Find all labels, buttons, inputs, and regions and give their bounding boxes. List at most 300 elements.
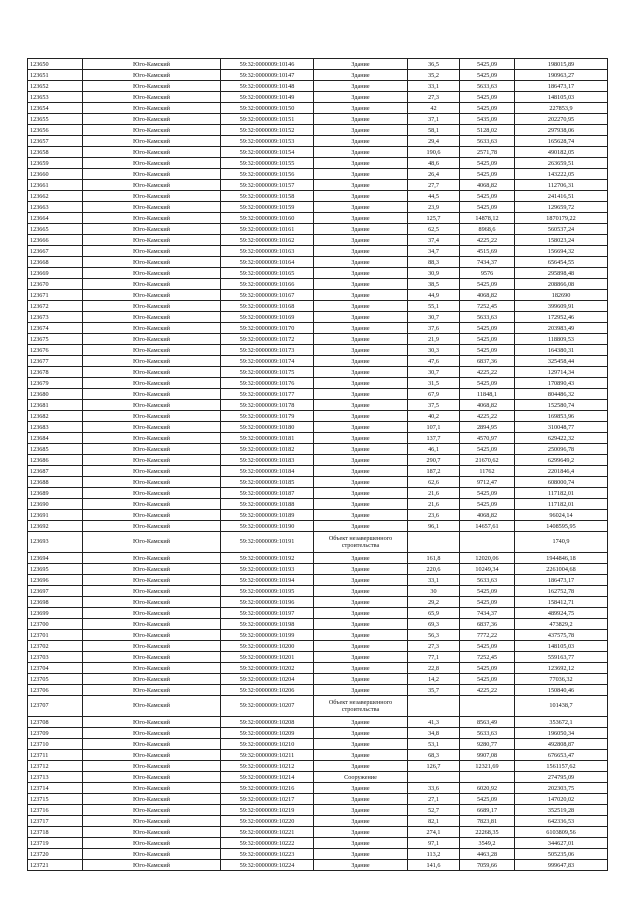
row-number-cell: 123668 bbox=[28, 257, 83, 268]
object-type-cell: Здание bbox=[314, 180, 408, 191]
table-row bbox=[28, 860, 608, 871]
district-cell: Юго-Камский bbox=[83, 235, 221, 246]
cadastral-value-cell: 505235,06 bbox=[515, 849, 608, 860]
row-number-cell: 123685 bbox=[28, 444, 83, 455]
cadastral-value-cell: 656454,55 bbox=[515, 257, 608, 268]
district-cell: Юго-Камский bbox=[83, 739, 221, 750]
cadastral-value-cell: 165628,74 bbox=[515, 136, 608, 147]
specific-value-cell: 6689,17 bbox=[460, 805, 515, 816]
cadastral-number-cell: 59:32:0000009:10172 bbox=[221, 334, 314, 345]
row-number-cell: 123675 bbox=[28, 334, 83, 345]
area-cell: 38,5 bbox=[408, 279, 460, 290]
specific-value-cell: 7059,66 bbox=[460, 860, 515, 871]
cadastral-value-cell: 148105,03 bbox=[515, 92, 608, 103]
cadastral-value-cell: 6103809,56 bbox=[515, 827, 608, 838]
object-type-cell: Здание bbox=[314, 685, 408, 696]
cadastral-value-cell: 629422,32 bbox=[515, 433, 608, 444]
area-cell: 33,1 bbox=[408, 81, 460, 92]
cadastral-value-cell: 190963,27 bbox=[515, 70, 608, 81]
table-row bbox=[28, 641, 608, 652]
cadastral-number-cell: 59:32:0000009:10168 bbox=[221, 301, 314, 312]
specific-value-cell: 7823,81 bbox=[460, 816, 515, 827]
row-number-cell: 123656 bbox=[28, 125, 83, 136]
district-cell: Юго-Камский bbox=[83, 180, 221, 191]
cadastral-number-cell: 59:32:0000009:10223 bbox=[221, 849, 314, 860]
cadastral-number-cell: 59:32:0000009:10150 bbox=[221, 103, 314, 114]
cadastral-value-cell: 227853,9 bbox=[515, 103, 608, 114]
object-type-cell: Здание bbox=[314, 125, 408, 136]
specific-value-cell: 9280,77 bbox=[460, 739, 515, 750]
object-type-cell: Сооружение bbox=[314, 772, 408, 783]
cadastral-value-cell: 344627,01 bbox=[515, 838, 608, 849]
cadastral-value-cell: 150840,46 bbox=[515, 685, 608, 696]
cadastral-number-cell: 59:32:0000009:10160 bbox=[221, 213, 314, 224]
specific-value-cell: 11762 bbox=[460, 466, 515, 477]
object-type-cell: Здание bbox=[314, 510, 408, 521]
area-cell: 40,2 bbox=[408, 411, 460, 422]
object-type-cell: Здание bbox=[314, 499, 408, 510]
area-cell: 41,3 bbox=[408, 717, 460, 728]
cadastral-number-cell: 59:32:0000009:10178 bbox=[221, 400, 314, 411]
area-cell: 161,8 bbox=[408, 553, 460, 564]
cadastral-number-cell: 59:32:0000009:10188 bbox=[221, 499, 314, 510]
specific-value-cell: 5425,09 bbox=[460, 499, 515, 510]
cadastral-number-cell: 59:32:0000009:10147 bbox=[221, 70, 314, 81]
row-number-cell: 123674 bbox=[28, 323, 83, 334]
district-cell: Юго-Камский bbox=[83, 564, 221, 575]
specific-value-cell: 4068,82 bbox=[460, 290, 515, 301]
cadastral-number-cell: 59:32:0000009:10157 bbox=[221, 180, 314, 191]
cadastral-value-cell: 170890,43 bbox=[515, 378, 608, 389]
specific-value-cell: 5425,09 bbox=[460, 323, 515, 334]
area-cell: 37,5 bbox=[408, 400, 460, 411]
table-row bbox=[28, 235, 608, 246]
row-number-cell: 123679 bbox=[28, 378, 83, 389]
cadastral-value-cell: 101438,7 bbox=[515, 696, 608, 717]
cadastral-number-cell: 59:32:0000009:10170 bbox=[221, 323, 314, 334]
row-number-cell: 123712 bbox=[28, 761, 83, 772]
specific-value-cell: 5425,09 bbox=[460, 202, 515, 213]
object-type-cell: Здание bbox=[314, 674, 408, 685]
area-cell: 27,3 bbox=[408, 92, 460, 103]
object-type-cell: Здание bbox=[314, 114, 408, 125]
cadastral-number-cell: 59:32:0000009:10151 bbox=[221, 114, 314, 125]
area-cell: 56,3 bbox=[408, 630, 460, 641]
area-cell: 113,2 bbox=[408, 849, 460, 860]
object-type-cell: Здание bbox=[314, 81, 408, 92]
object-type-cell: Здание bbox=[314, 389, 408, 400]
cadastral-number-cell: 59:32:0000009:10189 bbox=[221, 510, 314, 521]
district-cell: Юго-Камский bbox=[83, 597, 221, 608]
specific-value-cell: 5425,09 bbox=[460, 169, 515, 180]
table-row bbox=[28, 510, 608, 521]
area-cell: 27,1 bbox=[408, 794, 460, 805]
cadastral-number-cell: 59:32:0000009:10177 bbox=[221, 389, 314, 400]
row-number-cell: 123703 bbox=[28, 652, 83, 663]
object-type-cell: Здание bbox=[314, 103, 408, 114]
row-number-cell: 123705 bbox=[28, 674, 83, 685]
area-cell: 23,6 bbox=[408, 510, 460, 521]
area-cell: 88,3 bbox=[408, 257, 460, 268]
specific-value-cell: 9907,08 bbox=[460, 750, 515, 761]
area-cell: 68,3 bbox=[408, 750, 460, 761]
cadastral-number-cell: 59:32:0000009:10153 bbox=[221, 136, 314, 147]
district-cell: Юго-Камский bbox=[83, 191, 221, 202]
table-row bbox=[28, 532, 608, 553]
area-cell: 21,9 bbox=[408, 334, 460, 345]
district-cell: Юго-Камский bbox=[83, 444, 221, 455]
table-row bbox=[28, 499, 608, 510]
cadastral-number-cell: 59:32:0000009:10214 bbox=[221, 772, 314, 783]
object-type-cell: Здание bbox=[314, 422, 408, 433]
district-cell: Юго-Камский bbox=[83, 575, 221, 586]
district-cell: Юго-Камский bbox=[83, 761, 221, 772]
district-cell: Юго-Камский bbox=[83, 652, 221, 663]
cadastral-value-cell: 325458,44 bbox=[515, 356, 608, 367]
area-cell: 220,6 bbox=[408, 564, 460, 575]
table-row bbox=[28, 268, 608, 279]
row-number-cell: 123714 bbox=[28, 783, 83, 794]
row-number-cell: 123721 bbox=[28, 860, 83, 871]
cadastral-value-cell: 112706,31 bbox=[515, 180, 608, 191]
area-cell: 31,5 bbox=[408, 378, 460, 389]
table-row bbox=[28, 147, 608, 158]
cadastral-value-cell: 352519,28 bbox=[515, 805, 608, 816]
object-type-cell: Здание bbox=[314, 586, 408, 597]
cadastral-value-cell: 2261004,68 bbox=[515, 564, 608, 575]
object-type-cell: Объект незавершенного строительства bbox=[314, 532, 408, 553]
specific-value-cell: 4225,22 bbox=[460, 367, 515, 378]
cadastral-value-cell: 123692,12 bbox=[515, 663, 608, 674]
district-cell: Юго-Камский bbox=[83, 521, 221, 532]
cadastral-value-cell: 118809,53 bbox=[515, 334, 608, 345]
cadastral-value-cell: 1561157,62 bbox=[515, 761, 608, 772]
cadastral-value-cell: 182690 bbox=[515, 290, 608, 301]
specific-value-cell: 4225,22 bbox=[460, 411, 515, 422]
row-number-cell: 123660 bbox=[28, 169, 83, 180]
cadastral-number-cell: 59:32:0000009:10167 bbox=[221, 290, 314, 301]
district-cell: Юго-Камский bbox=[83, 532, 221, 553]
object-type-cell: Здание bbox=[314, 345, 408, 356]
district-cell: Юго-Камский bbox=[83, 510, 221, 521]
area-cell: 30 bbox=[408, 586, 460, 597]
object-type-cell: Здание bbox=[314, 92, 408, 103]
specific-value-cell: 5425,09 bbox=[460, 59, 515, 70]
table-row bbox=[28, 717, 608, 728]
area-cell: 37,1 bbox=[408, 114, 460, 125]
area-cell: 44,9 bbox=[408, 290, 460, 301]
table-row bbox=[28, 92, 608, 103]
object-type-cell: Здание bbox=[314, 477, 408, 488]
specific-value-cell: 5633,63 bbox=[460, 81, 515, 92]
row-number-cell: 123671 bbox=[28, 290, 83, 301]
table-body bbox=[28, 59, 608, 871]
table-row bbox=[28, 674, 608, 685]
table-row bbox=[28, 367, 608, 378]
table-row bbox=[28, 389, 608, 400]
row-number-cell: 123664 bbox=[28, 213, 83, 224]
specific-value-cell: 5633,63 bbox=[460, 312, 515, 323]
cadastral-value-cell: 96024,14 bbox=[515, 510, 608, 521]
cadastral-number-cell: 59:32:0000009:10174 bbox=[221, 356, 314, 367]
cadastral-number-cell: 59:32:0000009:10211 bbox=[221, 750, 314, 761]
cadastral-number-cell: 59:32:0000009:10180 bbox=[221, 422, 314, 433]
object-type-cell: Здание bbox=[314, 630, 408, 641]
specific-value-cell: 11848,1 bbox=[460, 389, 515, 400]
cadastral-number-cell: 59:32:0000009:10149 bbox=[221, 92, 314, 103]
cadastral-value-cell: 559163,77 bbox=[515, 652, 608, 663]
area-cell: 27,3 bbox=[408, 641, 460, 652]
object-type-cell: Здание bbox=[314, 334, 408, 345]
district-cell: Юго-Камский bbox=[83, 169, 221, 180]
district-cell: Юго-Камский bbox=[83, 81, 221, 92]
area-cell: 22,8 bbox=[408, 663, 460, 674]
district-cell: Юго-Камский bbox=[83, 433, 221, 444]
district-cell: Юго-Камский bbox=[83, 312, 221, 323]
row-number-cell: 123683 bbox=[28, 422, 83, 433]
cadastral-value-cell: 642336,53 bbox=[515, 816, 608, 827]
cadastral-value-cell: 186473,17 bbox=[515, 575, 608, 586]
specific-value-cell bbox=[460, 772, 515, 783]
table-row bbox=[28, 180, 608, 191]
table-row bbox=[28, 202, 608, 213]
cadastral-number-cell: 59:32:0000009:10219 bbox=[221, 805, 314, 816]
object-type-cell: Здание bbox=[314, 70, 408, 81]
object-type-cell: Здание bbox=[314, 827, 408, 838]
row-number-cell: 123658 bbox=[28, 147, 83, 158]
district-cell: Юго-Камский bbox=[83, 477, 221, 488]
cadastral-number-cell: 59:32:0000009:10169 bbox=[221, 312, 314, 323]
cadastral-number-cell: 59:32:0000009:10166 bbox=[221, 279, 314, 290]
cadastral-number-cell: 59:32:0000009:10179 bbox=[221, 411, 314, 422]
row-number-cell: 123700 bbox=[28, 619, 83, 630]
area-cell: 53,1 bbox=[408, 739, 460, 750]
object-type-cell: Здание bbox=[314, 169, 408, 180]
district-cell: Юго-Камский bbox=[83, 257, 221, 268]
specific-value-cell: 5425,09 bbox=[460, 378, 515, 389]
object-type-cell: Объект незавершенного строительства bbox=[314, 696, 408, 717]
row-number-cell: 123657 bbox=[28, 136, 83, 147]
cadastral-number-cell: 59:32:0000009:10164 bbox=[221, 257, 314, 268]
specific-value-cell: 4225,22 bbox=[460, 235, 515, 246]
specific-value-cell: 5425,09 bbox=[460, 597, 515, 608]
specific-value-cell: 6837,36 bbox=[460, 356, 515, 367]
specific-value-cell: 5425,09 bbox=[460, 663, 515, 674]
specific-value-cell: 5425,09 bbox=[460, 641, 515, 652]
district-cell: Юго-Камский bbox=[83, 378, 221, 389]
district-cell: Юго-Камский bbox=[83, 279, 221, 290]
row-number-cell: 123692 bbox=[28, 521, 83, 532]
district-cell: Юго-Камский bbox=[83, 619, 221, 630]
cadastral-value-cell: 164380,31 bbox=[515, 345, 608, 356]
cadastral-value-cell: 129659,72 bbox=[515, 202, 608, 213]
cadastral-value-cell: 608000,74 bbox=[515, 477, 608, 488]
cadastral-number-cell: 59:32:0000009:10152 bbox=[221, 125, 314, 136]
district-cell: Юго-Камский bbox=[83, 466, 221, 477]
cadastral-value-cell: 490182,05 bbox=[515, 147, 608, 158]
object-type-cell: Здание bbox=[314, 608, 408, 619]
object-type-cell: Здание bbox=[314, 849, 408, 860]
district-cell: Юго-Камский bbox=[83, 422, 221, 433]
district-cell: Юго-Камский bbox=[83, 685, 221, 696]
object-type-cell: Здание bbox=[314, 663, 408, 674]
specific-value-cell: 10249,34 bbox=[460, 564, 515, 575]
area-cell: 290,7 bbox=[408, 455, 460, 466]
cadastral-value-cell: 2201846,4 bbox=[515, 466, 608, 477]
row-number-cell: 123669 bbox=[28, 268, 83, 279]
cadastral-value-cell: 1740,9 bbox=[515, 532, 608, 553]
table-row bbox=[28, 125, 608, 136]
row-number-cell: 123677 bbox=[28, 356, 83, 367]
table-row bbox=[28, 466, 608, 477]
row-number-cell: 123682 bbox=[28, 411, 83, 422]
area-cell: 62,6 bbox=[408, 477, 460, 488]
table-row bbox=[28, 246, 608, 257]
table-row bbox=[28, 564, 608, 575]
district-cell: Юго-Камский bbox=[83, 663, 221, 674]
object-type-cell: Здание bbox=[314, 761, 408, 772]
table-row bbox=[28, 290, 608, 301]
row-number-cell: 123693 bbox=[28, 532, 83, 553]
district-cell: Юго-Камский bbox=[83, 608, 221, 619]
row-number-cell: 123695 bbox=[28, 564, 83, 575]
area-cell: 67,9 bbox=[408, 389, 460, 400]
cadastral-number-cell: 59:32:0000009:10207 bbox=[221, 696, 314, 717]
table-row bbox=[28, 772, 608, 783]
row-number-cell: 123704 bbox=[28, 663, 83, 674]
specific-value-cell: 4068,82 bbox=[460, 510, 515, 521]
object-type-cell: Здание bbox=[314, 564, 408, 575]
area-cell: 96,1 bbox=[408, 521, 460, 532]
table-row bbox=[28, 838, 608, 849]
district-cell: Юго-Камский bbox=[83, 728, 221, 739]
specific-value-cell: 5435,09 bbox=[460, 114, 515, 125]
row-number-cell: 123715 bbox=[28, 794, 83, 805]
district-cell: Юго-Камский bbox=[83, 59, 221, 70]
cadastral-number-cell: 59:32:0000009:10159 bbox=[221, 202, 314, 213]
row-number-cell: 123651 bbox=[28, 70, 83, 81]
cadastral-number-cell: 59:32:0000009:10165 bbox=[221, 268, 314, 279]
cadastral-value-cell: 198015,89 bbox=[515, 59, 608, 70]
table-row bbox=[28, 334, 608, 345]
table-row bbox=[28, 158, 608, 169]
specific-value-cell: 5425,09 bbox=[460, 488, 515, 499]
object-type-cell: Здание bbox=[314, 323, 408, 334]
cadastral-number-cell: 59:32:0000009:10161 bbox=[221, 224, 314, 235]
cadastral-value-cell: 241416,51 bbox=[515, 191, 608, 202]
table-row bbox=[28, 805, 608, 816]
area-cell: 30,3 bbox=[408, 345, 460, 356]
cadastral-value-cell: 263659,51 bbox=[515, 158, 608, 169]
object-type-cell: Здание bbox=[314, 444, 408, 455]
area-cell: 21,6 bbox=[408, 488, 460, 499]
district-cell: Юго-Камский bbox=[83, 805, 221, 816]
table-row bbox=[28, 608, 608, 619]
cadastral-value-cell: 999647,83 bbox=[515, 860, 608, 871]
cadastral-value-cell: 6299649,2 bbox=[515, 455, 608, 466]
cadastral-number-cell: 59:32:0000009:10212 bbox=[221, 761, 314, 772]
specific-value-cell: 12020,06 bbox=[460, 553, 515, 564]
row-number-cell: 123654 bbox=[28, 103, 83, 114]
cadastral-value-cell: 162752,78 bbox=[515, 586, 608, 597]
row-number-cell: 123690 bbox=[28, 499, 83, 510]
district-cell: Юго-Камский bbox=[83, 290, 221, 301]
cadastral-value-cell: 158412,71 bbox=[515, 597, 608, 608]
cadastral-number-cell: 59:32:0000009:10217 bbox=[221, 794, 314, 805]
district-cell: Юго-Камский bbox=[83, 553, 221, 564]
table-row bbox=[28, 696, 608, 717]
table-row bbox=[28, 378, 608, 389]
specific-value-cell: 21670,62 bbox=[460, 455, 515, 466]
cadastral-value-cell: 143222,05 bbox=[515, 169, 608, 180]
district-cell: Юго-Камский bbox=[83, 696, 221, 717]
table-row bbox=[28, 575, 608, 586]
area-cell: 137,7 bbox=[408, 433, 460, 444]
row-number-cell: 123698 bbox=[28, 597, 83, 608]
cadastral-value-cell: 1408595,95 bbox=[515, 521, 608, 532]
cadastral-value-cell: 147020,02 bbox=[515, 794, 608, 805]
specific-value-cell: 9576 bbox=[460, 268, 515, 279]
row-number-cell: 123702 bbox=[28, 641, 83, 652]
district-cell: Юго-Камский bbox=[83, 158, 221, 169]
row-number-cell: 123696 bbox=[28, 575, 83, 586]
specific-value-cell: 6020,92 bbox=[460, 783, 515, 794]
table-row bbox=[28, 728, 608, 739]
area-cell: 97,1 bbox=[408, 838, 460, 849]
cadastral-number-cell: 59:32:0000009:10201 bbox=[221, 652, 314, 663]
area-cell: 55,1 bbox=[408, 301, 460, 312]
row-number-cell: 123663 bbox=[28, 202, 83, 213]
object-type-cell: Здание bbox=[314, 158, 408, 169]
cadastral-number-cell: 59:32:0000009:10208 bbox=[221, 717, 314, 728]
specific-value-cell bbox=[460, 532, 515, 553]
district-cell: Юго-Камский bbox=[83, 772, 221, 783]
row-number-cell: 123686 bbox=[28, 455, 83, 466]
object-type-cell: Здание bbox=[314, 521, 408, 532]
table-row bbox=[28, 739, 608, 750]
object-type-cell: Здание bbox=[314, 860, 408, 871]
table-row bbox=[28, 816, 608, 827]
specific-value-cell: 5425,09 bbox=[460, 158, 515, 169]
table-row bbox=[28, 761, 608, 772]
object-type-cell: Здание bbox=[314, 411, 408, 422]
table-row bbox=[28, 685, 608, 696]
object-type-cell: Здание bbox=[314, 455, 408, 466]
cadastral-number-cell: 59:32:0000009:10162 bbox=[221, 235, 314, 246]
table-row bbox=[28, 663, 608, 674]
table-row bbox=[28, 597, 608, 608]
row-number-cell: 123676 bbox=[28, 345, 83, 356]
area-cell: 52,7 bbox=[408, 805, 460, 816]
table-row bbox=[28, 356, 608, 367]
cadastral-number-cell: 59:32:0000009:10220 bbox=[221, 816, 314, 827]
cadastral-value-cell: 295898,48 bbox=[515, 268, 608, 279]
object-type-cell: Здание bbox=[314, 739, 408, 750]
row-number-cell: 123688 bbox=[28, 477, 83, 488]
district-cell: Юго-Камский bbox=[83, 816, 221, 827]
row-number-cell: 123650 bbox=[28, 59, 83, 70]
area-cell: 126,7 bbox=[408, 761, 460, 772]
specific-value-cell: 4570,97 bbox=[460, 433, 515, 444]
object-type-cell: Здание bbox=[314, 279, 408, 290]
specific-value-cell: 4515,69 bbox=[460, 246, 515, 257]
specific-value-cell: 2571,78 bbox=[460, 147, 515, 158]
object-type-cell: Здание bbox=[314, 202, 408, 213]
district-cell: Юго-Камский bbox=[83, 114, 221, 125]
cadastral-value-cell: 676653,47 bbox=[515, 750, 608, 761]
district-cell: Юго-Камский bbox=[83, 783, 221, 794]
district-cell: Юго-Камский bbox=[83, 70, 221, 81]
